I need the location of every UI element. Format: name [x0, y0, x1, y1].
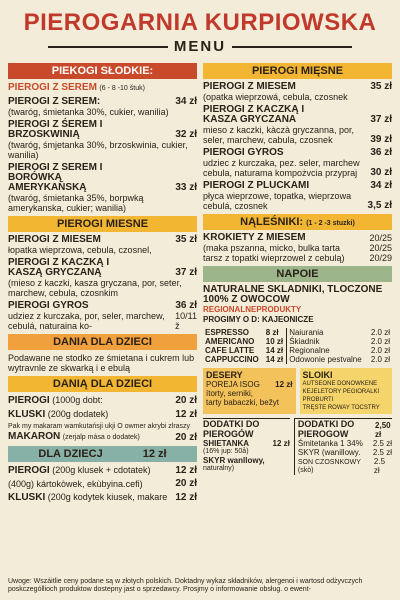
footer-note: Uwoge: Wszáitlie ceny podane są w złotych polskich. Doktadny wykaz składników, alergenoi i wartosd odżyvczych poskczególlioch produktow dostepny jast o sprzedawcy. Prosjmy o informowanie obsług. o ewent- [8, 578, 363, 593]
item-price: 35 zł [370, 81, 392, 92]
item-desc: mieso z kaczki, kàczà gryczanna, por, seler, marchew, cabula, czosnek [203, 125, 355, 145]
drink-price: 14 zł [265, 346, 284, 355]
jars-note: TRĘSTE ROWAY TOCSTRY [302, 405, 380, 411]
section-note: (1 - 2 -3 stuzki) [306, 220, 355, 227]
item-price-2: 30 zł [370, 167, 392, 178]
desserts-box [203, 368, 296, 414]
menu-item [8, 492, 197, 503]
menu-item [203, 148, 392, 178]
jars-text: AUTSEONE DONOWKENE KEJELETORY PEGIORALKI PROBURTI [302, 381, 380, 403]
item-price: 20/25 [369, 243, 392, 253]
addons-item: SON CZOSNKOWY (skò) [297, 459, 361, 474]
item-price: 20/25 [369, 233, 392, 243]
addons-item-price: 2.5 zł [372, 448, 392, 457]
product-price: 2.0 zł [370, 346, 390, 355]
item-price: 12 zł [175, 492, 197, 503]
item-desc: (opatka wieprzowá, cebula, czosnek [203, 92, 348, 102]
item-name: KLUSKI [8, 409, 46, 420]
item-name: PIEROGI Z SEREM: [8, 96, 101, 107]
menu-item [8, 479, 197, 489]
drink-name: CAPPUCCINO [205, 355, 259, 364]
item-name: PIEROGI [8, 465, 50, 476]
item-name: PIEROGI Z SEREM I BORÓWKĄ AMERYKAŃSKĄ [8, 162, 103, 193]
section-meat-pierogi: PIEROGI MIESNE [8, 216, 197, 232]
item-desc: tarsz z topatki wieprzowel z cebulą) [203, 253, 345, 263]
item-price: 12 zł [175, 465, 197, 476]
addons-item-price: 2.5 zł [372, 439, 392, 448]
section-title: NĄLEŚNIKI: [240, 216, 304, 228]
menu-columns [8, 61, 392, 506]
section-kids-dishes-2: DANIĄ DLA DZIECI [8, 376, 197, 392]
item-name: PIEROGI GYROS [203, 147, 284, 158]
item-desc: (twaróg, śmietanka 30%, cukier, wanilia) [8, 107, 169, 117]
desserts-title: DESERY [206, 370, 243, 380]
section-price: 12 zł [142, 448, 167, 460]
item-name: PIEROGI Z MIESEM [8, 234, 101, 245]
section-drinks: NAPOIE [203, 266, 392, 282]
addons-price: 12 zł [272, 439, 290, 448]
menu-item [203, 233, 392, 263]
section-title: DLA DZIECJ [38, 448, 103, 460]
left-rule [48, 46, 168, 48]
item-desc: (200g klusek + cdotatek) [52, 465, 151, 475]
item-price: 36 zł [175, 300, 197, 311]
item-price: 37 zł [175, 267, 197, 278]
item-name: PIEROGI Z KACZKĄ I KASZĄ GRYCZANĄ [8, 257, 110, 278]
menu-item [8, 395, 197, 406]
product-name: Regionalne [287, 346, 368, 355]
item-extra: 10/11 ž [175, 311, 197, 331]
item-name: MAKARON [8, 431, 61, 442]
addons-box-2 [294, 418, 392, 475]
item-price: 37 zł [370, 114, 392, 125]
drink-row [203, 346, 392, 355]
item-name: KLUSKI [8, 492, 46, 503]
drink-row [203, 355, 392, 364]
product-name: Śkiadnik [287, 337, 368, 346]
item-price: 35 zł [175, 234, 197, 245]
jars-title: SLOIKI [302, 370, 333, 380]
addons-line: (16% jup: 50å) [203, 448, 249, 455]
product-name: Odowonie pestvalne [287, 355, 368, 364]
item-name: (400g) kártokòwek, ekùbyina.cefi) [8, 479, 143, 489]
sweet-header-note: (6 - 8 -10 štuk) [99, 85, 145, 92]
addons-line: SKYR wanllowy, [203, 456, 265, 465]
section-kids-dishes: DANIA DLA DZIECI [8, 334, 197, 350]
item-price: 20 zł [175, 432, 197, 443]
item-desc: (mieso z kaczki, kasza gryczana, por, seter, marchew, cebula, czosnkim [8, 278, 182, 298]
menu-item [8, 465, 197, 476]
drink-name: CAFE LATTE [205, 346, 255, 355]
item-desc: łopatka wieprzowa, cebula, czosnel, [8, 245, 152, 255]
item-desc: (twaróg, śmietanka 35%, borpwką amerykanska, cukier; wanilia) [8, 193, 144, 213]
menu-label: MENU [173, 38, 227, 55]
section-for-kids [8, 446, 197, 462]
addons-price: 2,50 zł [375, 421, 391, 439]
drinks-info [203, 285, 392, 325]
drink-row [203, 337, 392, 346]
item-desc: (zerjalp mása o dodatek) [62, 434, 140, 441]
item-desc: (200g dodatek) [47, 409, 109, 419]
item-desc: (maka pszanna, micko, bulka tarta [203, 243, 341, 253]
drinks-table [203, 328, 392, 364]
item-price: 12 zł [175, 409, 197, 420]
menu-item [8, 301, 197, 331]
addons-box-1 [203, 418, 290, 475]
drink-name: AMERICANO [205, 337, 255, 346]
restaurant-title: PIEROGARNIA KURPIOWSKA [23, 9, 377, 36]
product-price: 2.0 zł [370, 328, 390, 337]
desserts-jars-row [203, 368, 392, 414]
addons-item: Śmitetanka 1 34% [297, 439, 363, 448]
sweet-header [8, 82, 197, 94]
desserts-line: POREJA ISOG [206, 380, 260, 389]
menu-heading [8, 38, 392, 55]
menu-item [8, 120, 197, 160]
item-name: PIEROGI Z PLUCKAMI [203, 180, 310, 191]
item-price: 20 zł [175, 478, 197, 489]
kids-note: Pak my makaram wamkutańsji ukji O owmer akrybi zlraszy [8, 423, 191, 430]
item-name: PIEROGI Z ŚEREM I BRZOSKWINIĄ [8, 119, 103, 140]
product-price: 2.0 zł [370, 337, 390, 346]
item-price: 34 zł [175, 96, 197, 107]
menu-item [8, 258, 197, 298]
addons-title: DODATKI DO PIEROGOW [297, 419, 355, 439]
item-name: KROKIETY Z MIESEM [203, 232, 306, 243]
item-desc: płyca wieprzowe, topatka, wieprzowa cebulá, czosnek [203, 191, 352, 211]
item-desc: (200g kodytek kiusek, makare [47, 492, 168, 502]
menu-item [203, 82, 392, 102]
addons-item: SKYR (wanillowy. [297, 448, 361, 457]
addons-line: naturalny) [203, 465, 235, 472]
addons-line: SHIETANKA [203, 439, 250, 448]
section-meat-pierogi-right: PIEROGI MIĘSNE [203, 63, 392, 79]
right-rule [232, 46, 352, 48]
drink-price: 14 zł [265, 355, 284, 364]
addons-title: DODATKI DO PIEROGÓW [203, 419, 260, 439]
item-price: 33 zł [175, 182, 197, 193]
desserts-price: 12 zł [275, 380, 293, 389]
drinks-title: NATURALNE SKLADNIKI, TLOCZONE 100% Z OWOCOW [203, 284, 383, 305]
menu-item [203, 181, 392, 211]
menu-item [8, 431, 197, 443]
menu-item [8, 97, 197, 117]
item-price: 20 zł [175, 395, 197, 406]
item-price-2: 39 zł [370, 134, 392, 145]
section-pancakes [203, 214, 392, 230]
kids-text: Podawane ne stodko ze śmietana i cukrem lub wytravnle ze skwarką i e ebulą [8, 353, 195, 373]
item-price: 34 zł [370, 180, 392, 191]
drink-row [203, 328, 392, 337]
progimy-label: PROGIMY O D: KAJEONICZE [203, 315, 314, 324]
item-name: PIEROGI Z MIESEM [203, 81, 296, 92]
sweet-header-name: PIEROGI Z SEREM [8, 82, 97, 93]
item-name: PIEROGI Z KACZKĄ I KASZA GRYCZANA [203, 104, 305, 125]
item-desc: udziez z kurczaka, por, seler, marchew, cebulá, naturaina ko- [8, 311, 165, 331]
product-price: 2.0 zł [370, 355, 390, 364]
item-name: PIEROGI GYROS [8, 300, 89, 311]
item-desc: udziec z kurczaka, pez. seler, marchew cebula, naturama kompożvcia przypraj [203, 158, 360, 178]
desserts-line: ítorty, serniki, [206, 389, 253, 398]
item-price-2: 3,5 zł [367, 200, 392, 211]
menu-item [8, 409, 197, 420]
desserts-line: tarty babaczki, bežyt [206, 398, 279, 407]
item-price: 20/29 [369, 253, 392, 263]
menu-item [8, 235, 197, 255]
item-desc: (twaróg, śmjetanka 30%, brzoskwinia, cukier, wanilia) [8, 140, 188, 160]
item-desc: (1000g dobt: [52, 395, 103, 405]
item-name: PIEROGI [8, 395, 50, 406]
drink-price: 10 zł [265, 337, 284, 346]
right-column [203, 61, 392, 506]
product-name: Naiurania [287, 328, 368, 337]
section-sweet-pierogi: PIEKOGI SŁODKIE: [8, 63, 197, 79]
jars-box [300, 368, 393, 414]
item-price: 36 zł [370, 147, 392, 158]
left-column [8, 61, 197, 506]
menu-item [203, 105, 392, 145]
regional-label: REGIONALNEPRODUKTY [203, 305, 302, 314]
drink-name: ESPRESSO [205, 328, 250, 337]
item-price: 32 zł [175, 129, 197, 140]
menu-item [8, 163, 197, 213]
addons-row [203, 418, 392, 475]
drink-price: 8 zł [265, 328, 279, 337]
addons-item-price: 2.5 zł [373, 457, 386, 475]
